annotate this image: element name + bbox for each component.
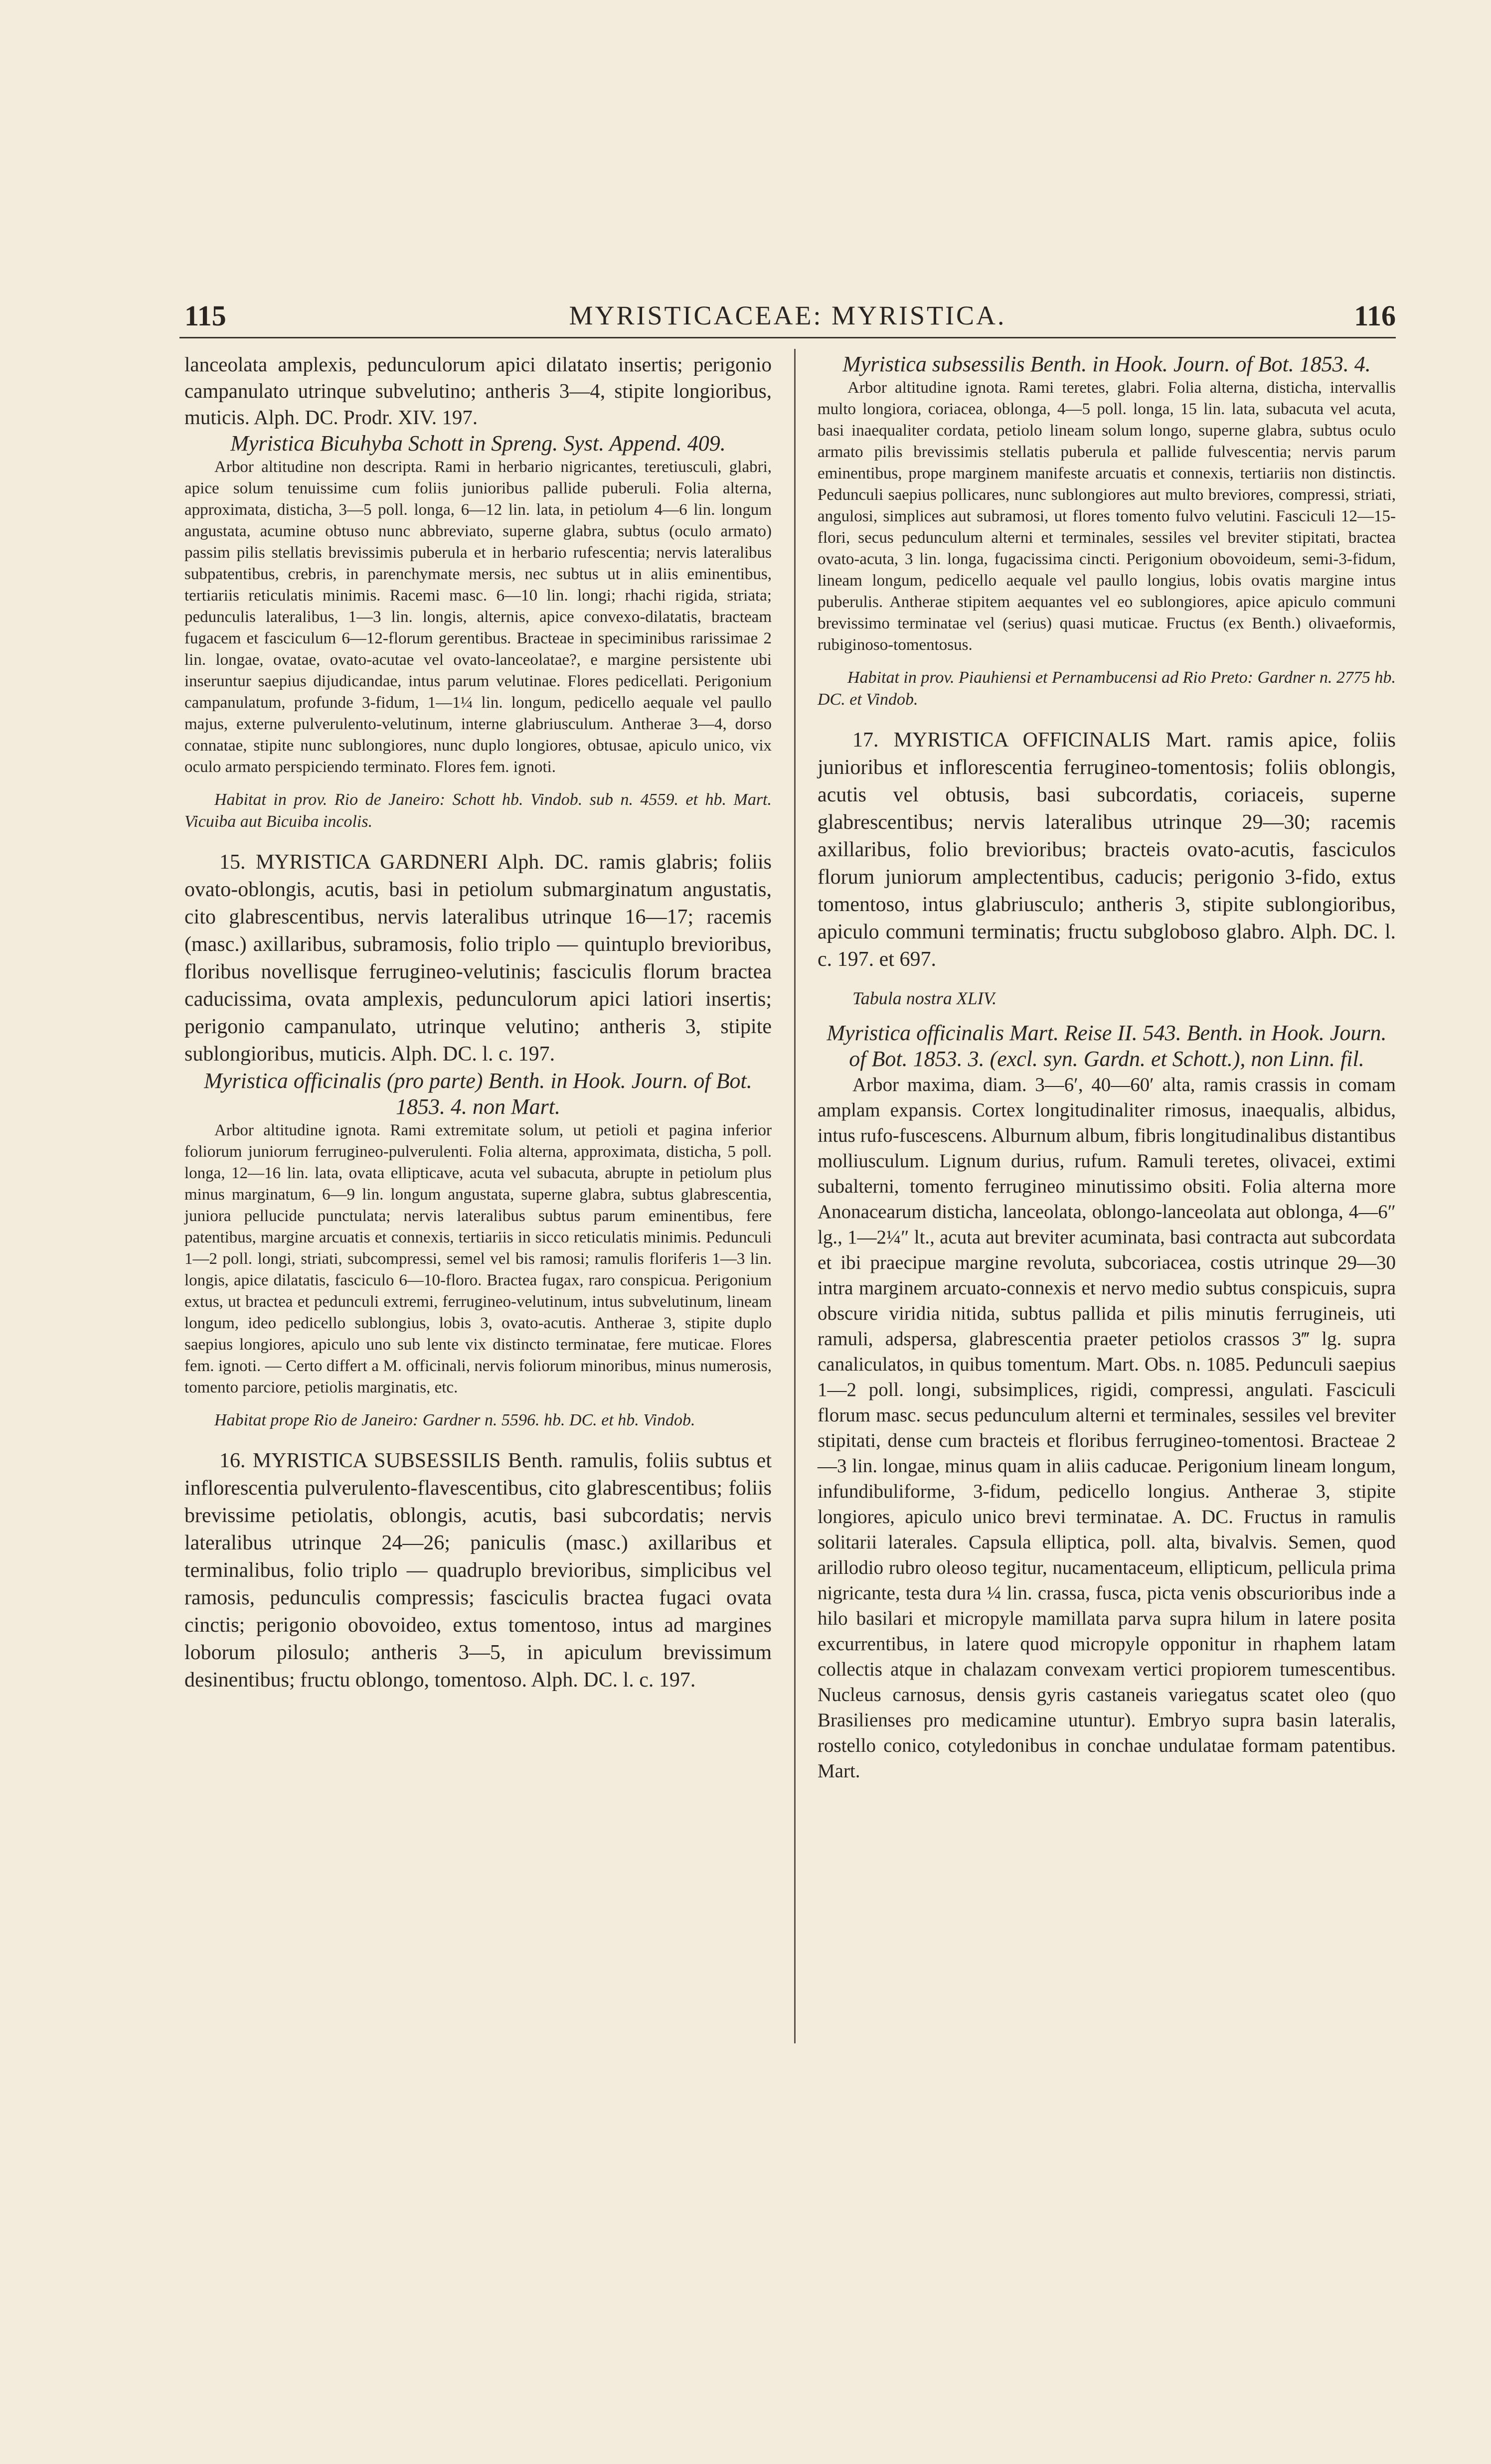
page-number-left: 115 (184, 300, 226, 332)
synonym-bicuhyba: Myristica Bicuhyba Schott in Spreng. Syst. Append. 409. (230, 431, 726, 456)
description-subsessilis: Arbor altitudine ignota. Rami teretes, glabri. Folia alterna, disticha, intervallis multo longiora, coriacea, oblonga, 4—5 poll. longa, 15 lin. lata, subacuta vel acuta, basi inaequaliter cordata, petiolo lineam solum longo, superne glabra, subtus oculo armato pilis brevissimis stellatis puberula et pallide fulvescentia; nervis parum eminentibus, prope marginem manifeste arcuatis et connexis, tertiariis non distinctis. Pedunculi saepius pollicares, nunc sublongiores aut multo breviores, compressi, striati, angulosi, simplices aut subramosi, ut flores tomento fulvo velutini. Fasciculi 12—15-flori, secus pedunculum alterni et terminales, sessiles vel breviter stipitati, bractea ovato-acuta, 3 lin. longa, fugacissima cincti. Perigonium obovoideum, semi-3-fidum, lineam longum, pedicello aequale vel paullo longius, lobis ovatis margine intus puberulis. Antherae stipitem aequantes vel eo sublongiores, apice apiculo communi brevissimo terminatae vel (serius) quasi muticae. Fructus (ex Benth.) olivaeformis, rubiginoso-tomentosus. (818, 379, 1396, 654)
column-divider (794, 349, 796, 2043)
habitat-subsessilis: Habitat in prov. Piauhiensi et Pernambucensi ad Rio Preto: Gardner n. 2775 hb. DC. et Vindob. (818, 668, 1396, 709)
right-column (818, 351, 1396, 1784)
plate-reference: Tabula nostra XLIV. (852, 988, 997, 1008)
habitat-bicuhyba: Habitat in prov. Rio de Janeiro: Schott hb. Vindob. sub n. 4559. et hb. Mart. Vicuiba aut Bicuiba incolis. (184, 790, 772, 831)
synonym-subsessilis: Myristica subsessilis Benth. in Hook. Journ. of Bot. 1853. 4. (842, 352, 1371, 376)
synonym-officinalis: Myristica officinalis Mart. Reise II. 543. Benth. in Hook. Journ. of Bot. 1853. 3. (excl. syn. Gardn. et Schott.), non Linn. fil. (827, 1021, 1387, 1071)
page-header (179, 299, 1396, 339)
synonym-gardneri: Myristica officinalis (pro parte) Benth. in Hook. Journ. of Bot. 1853. 4. non Mart. (204, 1069, 752, 1119)
species-17-officinalis: 17. MYRISTICA OFFICINALIS Mart. ramis apice, foliis junioribus et inflorescentia ferrugineo-tomentosis; foliis oblongis, acutis vel obtusis, basi subcordatis, coriaceis, superne glabrescentibus; nervis lateralibus utrinque 29—30; racemis axillaribus, folio brevioribus; bracteis ovato-acutis, fasciculos florum juniorum amplectentibus, caducis; perigonio 3-fido, extus tomentoso, intus glabriusculo; antheris 3, stipite sublongioribus, apiculo communi terminatis; fructu subgloboso glabro. Alph. DC. l. c. 197. et 697. (818, 729, 1396, 971)
header-rule (179, 337, 1396, 338)
page-number-right: 116 (1354, 300, 1396, 332)
description-bicuhyba: Arbor altitudine non descripta. Rami in herbario nigricantes, teretiusculi, glabri, apice solum tenuissime cum foliis junioribus pallide puberuli. Folia alterna, approximata, disticha, 3—5 poll. longa, 6—12 lin. lata, in petiolum 4—6 lin. longum angustata, acumine obtuso nunc abbreviato, superne glabra, subtus (oculo armato) passim pilis stellatis brevissimis puberula et in herbario rufescentia; nervis lateralibus subpatentibus, crebris, in parenchymate mersis, nec subtus ut in aliis eminentibus, tertiariis reticulatis minimis. Racemi masc. 6—10 lin. longi; rhachi rigida, striata; pedunculis lateralibus, 1—3 lin. longis, alternis, apice convexo-dilatatis, bracteam fugacem et fasciculum 6—12-florum gerentibus. Bracteae in speciminibus rarissimae 2 lin. longae, ovatae, ovato-acutae vel ovato-lanceolatae?, e margine persistente ubi inseruntur saepius dijudicandae, intus parum velutinae. Flores pedicellati. Perigonium campanulatum, profunde 3-fidum, 1—1¼ lin. longum, pedicello aequale vel paullo majus, externe pulverulento-velutinum, interne glabriusculum. Antherae 3—4, dorso connatae, stipite nunc sublongiores, nunc duplo longiores, obtusae, apiculo unico, vix oculo armato perspiciendo terminato. Flores fem. ignoti. (184, 458, 772, 776)
description-officinalis: Arbor maxima, diam. 3—6′, 40—60′ alta, ramis crassis in comam amplam expansis. Cortex longitudinaliter rimosus, inaequalis, albidus, intus rufo-fuscescens. Alburnum album, fibris longitudinalibus distantibus molliusculum. Lignum durius, rufum. Ramuli teretes, olivacei, extimi subalterni, tomento ferrugineo minutissimo obsiti. Folia alterna more Anonacearum disticha, lanceolata, oblongo-lanceolata aut oblonga, 4—6″ lg., 1—2¼″ lt., acuta aut breviter acuminata, basi contracta aut subcordata et ibi praecipue margine revoluta, subcoriacea, costis utrinque 29—30 intra marginem arcuato-connexis et nervo medio subtus conspicuis, supra obscure viridia nitida, subtus pallida et pilis minutis ferrugineis, uti ramuli, adspersa, glabrescentia praeter petiolos crassos 3‴ lg. supra canaliculatos, in quibus tomentum. Mart. Obs. n. 1085. Pedunculi saepius 1—2 poll. longi, subsimplices, rigidi, compressi, angulati. Fasciculi florum masc. secus pedunculum alterni et terminales, sessiles vel breviter stipitati, dense cum bracteis et floribus ferrugineo-tomentosi. Bracteae 2—3 lin. longae, minus quam in aliis caducae. Perigonium lineam longum, infundibuliforme, 3-fidum, pedicello longius. Antherae 3, stipite longiores, apiculo unico brevi terminatae. A. DC. Fructus in ramulis solitarii laterales. Capsula elliptica, poll. alta, bivalvis. Semen, quod arillodio rubro oleoso tegitur, nucamentaceum, ellipticum, pellicula prima nigricante, testa dura ¼ lin. crassa, fusca, picta venis obscurioribus inde a hilo basilari et micropyle mamillata parva supra hilum in latere posita excurrentibus, in latere quod micropyle opponitur in rhaphem latam collectis atque in chalazam convexam vertici propiorem tumescentibus. Nucleus carnosus, densis gyris castaneis variegatus scatet oleo (quo Brasilienses pro medicamine utuntur). Embryo supra basin lateralis, rostello conico, cotyledonibus in conchae undulatae formam patentibus. Mart. (818, 1074, 1396, 1782)
left-column (184, 351, 772, 1694)
species-16-subsessilis: 16. MYRISTICA SUBSESSILIS Benth. ramulis, foliis subtus et inflorescentia pulverulento-flavescentibus, cito glabrescentibus; foliis brevissime petiolatis, oblongis, acutis, basi subcordatis; nervis lateralibus utrinque 24—26; paniculis (masc.) axillaribus et terminalibus, folio triplo — quadruplo brevioribus, simplicibus vel ramosis, pedunculis compressis; fasciculis bractea fugaci ovata cinctis; perigonio obovoideo, extus tomentoso, intus ad margines loborum pilosulo; antheris 3—5, in apiculum brevissimum desinentibus; fructu oblongo, tomentoso. Alph. DC. l. c. 197. (184, 1449, 772, 1692)
description-gardneri: Arbor altitudine ignota. Rami extremitate solum, ut petioli et pagina inferior foliorum juniorum ferrugineo-pulverulenti. Folia alterna, approximata, disticha, 5 poll. longa, 12—16 lin. lata, ovata ellipticave, acuta vel subacuta, abrupte in petiolum plus minus marginatum, 6—9 lin. longum angustata, superne glabra, subtus glabrescentia, juniora pellucide punctulata; nervis lateralibus subtus parum eminentibus, fere patentibus, margine arcuatis et connexis, tertiariis in sicco reticulatis minimis. Pedunculi 1—2 poll. longi, striati, subcompressi, semel vel bis ramosi; ramulis floriferis 1—3 lin. longis, apice dilatatis, fasciculo 6—10-floro. Bractea fugax, raro conspicua. Perigonium extus, ut bractea et pedunculi extremi, ferrugineo-velutinum, intus subvelutinum, lineam longum, ideo pedicello sublongius, lobis 3, ovato-acutis. Antherae 3, stipite duplo saepius longiores, apiculo uno sub lente vix distincto terminatae, fere muticae. Flores fem. ignoti. — Certo differt a M. officinali, nervis foliorum minoribus, minus numerosis, tomento parciore, petiolis marginatis, etc. (184, 1121, 772, 1396)
species-15-gardneri: 15. MYRISTICA GARDNERI Alph. DC. ramis glabris; foliis ovato-oblongis, acutis, basi in petiolum submarginatum angustatis, cito glabrescentibus, nervis lateralibus utrinque 16—17; racemis (masc.) axillaribus, subramosis, folio triplo — quintuplo brevioribus, floribus novellisque ferrugineo-velutinis; fasciculis florum bractea caducissima, ovata amplexis, pedunculorum apici latiori insertis; perigonio campanulato, utrinque velutino; antheris 3, stipite sublongioribus, muticis. Alph. DC. l. c. 197. (184, 851, 772, 1066)
continued-diagnosis: lanceolata amplexis, pedunculorum apici dilatato insertis; perigonio campanulato utrinque subvelutino; antheris 3—4, stipite longioribus, muticis. Alph. DC. Prodr. XIV. 197. (184, 353, 772, 429)
habitat-gardneri: Habitat prope Rio de Janeiro: Gardner n. 5596. hb. DC. et hb. Vindob. (214, 1411, 695, 1429)
running-title: MYRISTICACEAE: MYRISTICA. (569, 301, 1006, 330)
